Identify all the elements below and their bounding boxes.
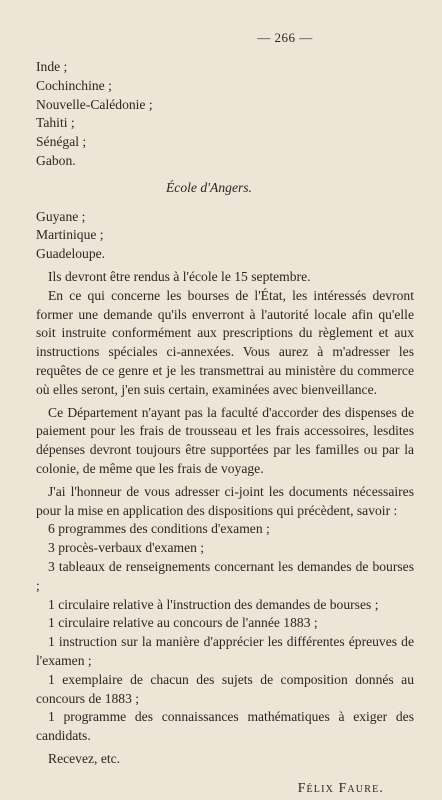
- paragraph-rendus: Ils devront être rendus à l'école le 15 septembre.: [48, 268, 311, 284]
- colony-list-2: [36, 208, 414, 264]
- page-number: — 266 —: [257, 30, 313, 45]
- list-item: Sénégal ;: [36, 134, 87, 150]
- list-item: Inde ;: [36, 59, 68, 74]
- document-item: 6 programmes des conditions d'examen ;: [48, 521, 270, 537]
- paragraph-bourses: En ce qui concerne les bourses de l'État, les intéressés devront former une demande qu'ils enverront à l'autorité locale afin qu'elle soit instruite conformément aux prescriptions du règlement et aux instructions spéciales ci-annexées. Vous aurez à m'adresser les requêtes de ce genre et je les transmettrai au ministère du commerce où elles seront, j'en suis certain, examinées avec bienveillance.: [36, 287, 414, 397]
- list-item: Cochinchine ;: [36, 77, 112, 93]
- document-item: 1 circulaire relative au concours de l'année 1883 ;: [48, 615, 318, 631]
- signature: Félix Faure.: [297, 779, 384, 795]
- list-item: Guyane ;: [36, 208, 86, 224]
- colony-list-1: [36, 58, 414, 171]
- document-item: 1 instruction sur la manière d'apprécier les différentes épreuves de l'examen ;: [36, 634, 414, 668]
- document-item: 1 programme des connaissances mathématiques à exiger des candidats.: [36, 709, 414, 744]
- documents-list: [36, 520, 414, 746]
- list-item: Martinique ;: [36, 227, 104, 243]
- document-item: 3 tableaux de renseignements concernant les demandes de bourses ;: [36, 558, 414, 593]
- section-title: École d'Angers.: [166, 179, 252, 195]
- document-item: 3 procès-verbaux d'examen ;: [48, 540, 205, 556]
- list-item: Guadeloupe.: [36, 246, 106, 262]
- document-item: 1 exemplaire de chacun des sujets de composition donnés au concours de 1883 ;: [36, 671, 414, 706]
- closing: Recevez, etc.: [48, 750, 121, 766]
- paragraph-honneur: J'ai l'honneur de vous adresser ci-joint les documents nécessaires pour la mise en application des dispositions qui précèdent, savoir :: [36, 483, 414, 518]
- document-body: [36, 58, 414, 797]
- list-item: Nouvelle-Calédonie ;: [36, 96, 153, 112]
- list-item: Gabon.: [36, 152, 76, 168]
- list-item: Tahiti ;: [36, 115, 75, 131]
- document-item: 1 circulaire relative à l'instruction des demandes de bourses ;: [48, 596, 379, 612]
- paragraph-departement: Ce Département n'ayant pas la faculté d'accorder des dispenses de paiement pour les frais de trousseau et les frais accessoires, lesdites dépenses devront toujours être supportées par les familles ou par la colonie, de même que les frais de voyage.: [36, 404, 414, 476]
